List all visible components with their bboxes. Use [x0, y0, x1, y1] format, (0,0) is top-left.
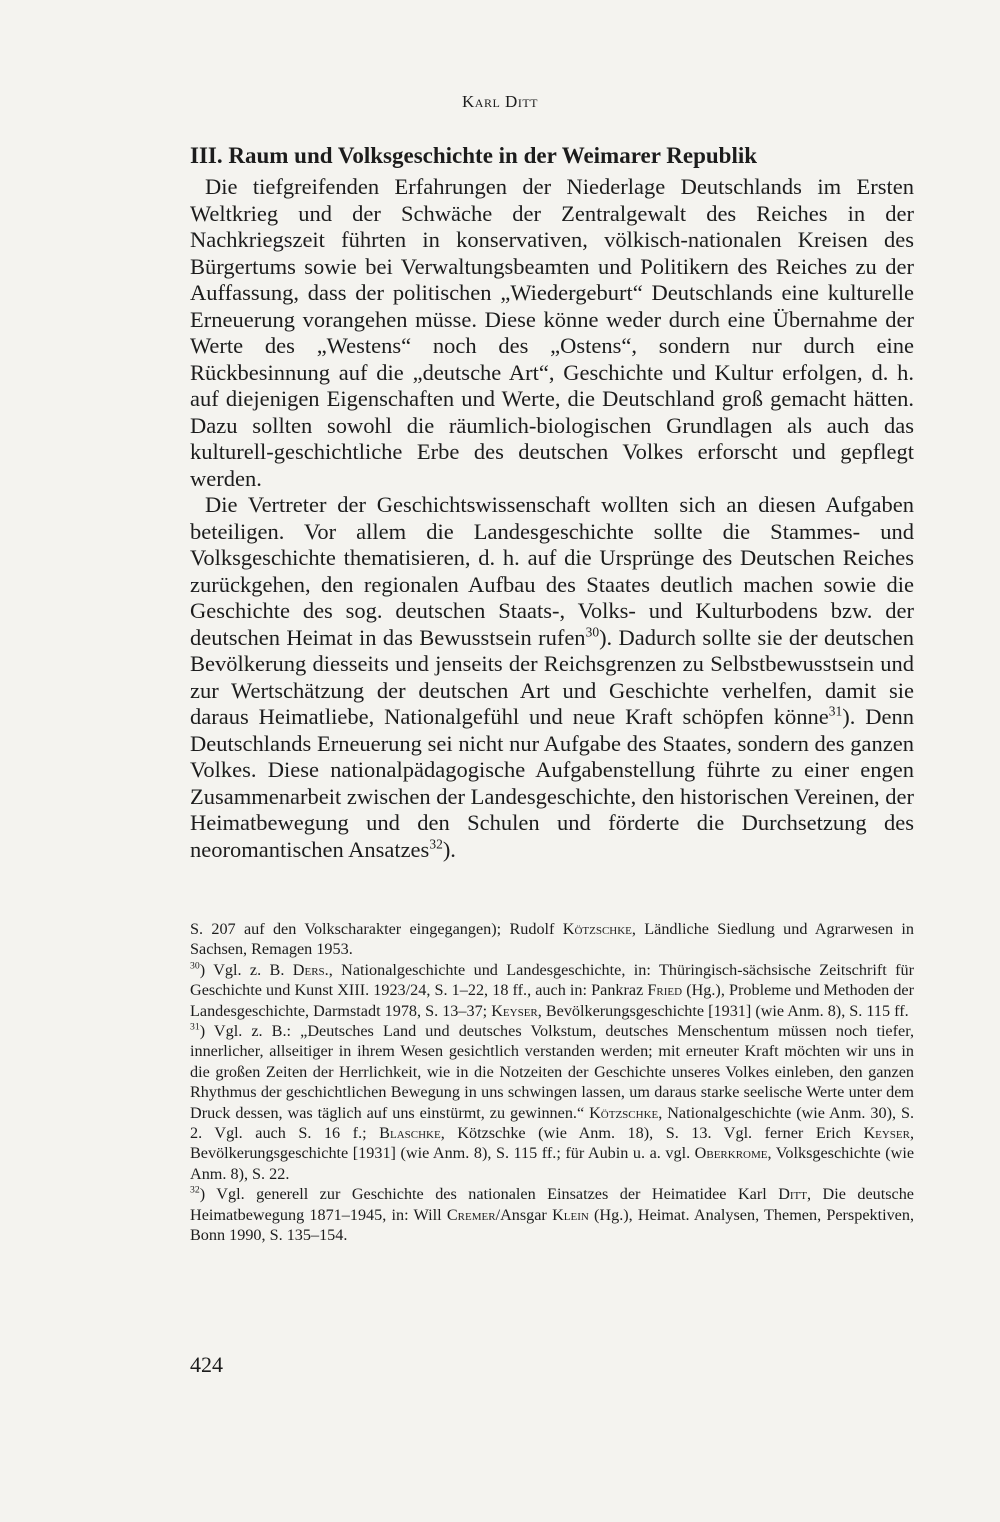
footnote-30	[190, 960, 914, 1021]
footnote-text: S. 207 auf den Volkscharakter eingegangen); Rudolf	[190, 920, 563, 938]
footnote-text: (Hg.), Probleme und Methoden der Landesgeschichte, Darmstadt 1978, S. 13–37;	[190, 981, 914, 1020]
footnote-marker: 30	[190, 960, 200, 972]
footnote-31	[190, 1021, 914, 1184]
footnote-marker: 32	[190, 1184, 200, 1196]
footnote-text: , Nationalgeschichte und Landesgeschichte, in: Thüringisch-sächsische Zeitschrift für Geschichte und Kunst XIII. 1923/24, S. 1–22, 18 ff., auch in: Pankraz	[190, 960, 914, 1000]
footnote-text: (Hg.), Heimat. Analysen, Themen, Perspektiven, Bonn 1990, S. 135–154.	[190, 1205, 915, 1245]
paragraph-text: ). Denn Deutschlands Erneuerung sei nicht nur Aufgabe des Staates, sondern des ganzen Volkes. Diese nationalpädagogische Aufgabenstellung führte zu einer engen Zusammenarbeit zwischen der Landesgeschichte, den historischen Vereinen, der Heimatbewegung und den Schulen und förderte die Durchsetzung des neoromantischen Ansatzes	[190, 704, 914, 862]
footnote-ref-30[interactable]: 30	[585, 624, 600, 639]
footnote-32	[190, 1184, 914, 1245]
author-name: Oberkrome	[694, 1144, 768, 1163]
author-name: Klein	[552, 1205, 589, 1224]
paragraph-text: ). Dadurch sollte sie der deutschen Bevölkerung diesseits und jenseits der Reichsgrenzen zu Selbstbewusstsein und zur Wertschätzung der deutschen Art und Geschichte verhelfen, damit sie daraus Heimatliebe, Nationalgefühl und neue Kraft schöpfen könne	[190, 624, 914, 729]
running-head: Karl Ditt	[462, 92, 538, 111]
footnote-text: , Bevölkerungsgeschichte [1931] (wie Anm. 8), S. 115 ff.	[537, 1001, 909, 1020]
footnote-text: , Kötzschke (wie Anm. 18), S. 13. Vgl. ferner Erich	[440, 1124, 864, 1143]
paragraph-text: Die Vertreter der Geschichtswissenschaft wollten sich an diesen Aufgaben beteiligen. Vor allem die Landesgeschichte sollte die Stammes- und Volksgeschichte thematisieren, d. h. auf die Ursprünge des Deutschen Reiches zurückgehen, den regionalen Aufbau des Staates deutlich machen sowie die Geschichte des sog. deutschen Staats-, Volks- und Kulturbodens bzw. der deutschen Heimat in das Bewusstsein rufen	[190, 492, 914, 650]
page-number: 424	[190, 1352, 223, 1377]
footnote-text: /Ansgar	[495, 1205, 553, 1224]
paragraph-text: Die tiefgreifenden Erfahrungen der Niederlage Deutschlands im Ersten Weltkrieg und der Schwäche der Zentralgewalt des Reiches in der Nachkriegszeit führten in konservativen, völkisch-nationalen Kreisen des Bürgertums sowie bei Verwaltungsbeamten und Politikern des Reiches zu der Auffassung, dass der politischen „Wiedergeburt“ Deutschlands eine kulturelle Erneuerung vorangehen müsse. Diese könne weder durch eine Übernahme der Werte des „Westens“ noch des „Ostens“, sondern nur durch eine Rückbesinnung auf die „deutsche Art“, Geschichte und Kultur erfolgen, d. h. auf diejenigen Eigenschaften und Werte, die Deutschland groß gemacht hätten. Dazu sollten sowohl die räumlich-biologischen Grundlagen als auch das kulturell-geschichtliche Erbe des deutschen Volkes erforscht und gepflegt werden.	[190, 174, 914, 491]
author-name: Kötzschke	[589, 1103, 659, 1122]
footnote-continued	[190, 919, 914, 960]
footnote-text: ) Vgl. generell zur Geschichte des nationalen Einsatzes der Heimatidee Karl	[199, 1185, 779, 1204]
author-name: Keyser	[491, 1001, 538, 1020]
page-content	[190, 140, 914, 1246]
footnote-text: , Nationalgeschichte (wie Anm. 30), S. 2. Vgl. auch S. 16 f.;	[190, 1103, 914, 1143]
author-name: Kötzschke	[562, 920, 632, 938]
author-name: Ditt	[778, 1185, 807, 1204]
author-name: Fried	[647, 981, 683, 1000]
body-text	[190, 174, 914, 863]
footnote-marker: 31	[190, 1021, 200, 1033]
paragraph	[190, 492, 914, 863]
paragraph-text: ).	[442, 836, 456, 862]
section-heading: III. Raum und Volksgeschichte in der Weimarer Republik	[190, 143, 758, 168]
author-name: Keyser	[863, 1124, 910, 1143]
footnote-text: ) Vgl. z. B.	[199, 960, 293, 979]
author-name: Cremer	[446, 1205, 496, 1224]
footnote-text: ) Vgl. z. B.: „Deutsches Land und deutsches Volkstum, deutsches Menschentum müssen noch tiefer, innerlicher, allseitiger in ihrem Wesen gesichtlich verstanden werden; mit erneuter Kraft möchten wir uns in die großen Zeiten der Herrlichkeit, wie in die Notzeiten der Geschichte unseres Volkes einleben, den ganzen Rhythmus der geschichtlichen Bewegung in uns schwingen lassen, um daraus starke seelische Werte unter dem Druck dessen, was täglich auf uns einstürmt, zu gewinnen.“	[190, 1022, 914, 1122]
paragraph	[190, 174, 914, 492]
footnotes	[190, 919, 914, 1246]
author-name: Ders.	[292, 960, 329, 979]
footnote-ref-31[interactable]: 31	[828, 703, 843, 719]
footnote-ref-32[interactable]: 32	[429, 836, 443, 851]
footnote-text: , Ländliche Siedlung und Agrarwesen in Sachsen, Remagen 1953.	[190, 920, 914, 959]
footnote-text: , Volksgeschichte (wie Anm. 8), S. 22.	[190, 1144, 915, 1183]
footnote-text: , Die deutsche Heimatbewegung 1871–1945, in: Will	[190, 1185, 914, 1224]
author-name: Blaschke	[379, 1124, 441, 1143]
footnote-text: , Bevölkerungsgeschichte [1931] (wie Anm. 8), S. 115 ff.; für Aubin u. a. vgl.	[190, 1124, 915, 1163]
